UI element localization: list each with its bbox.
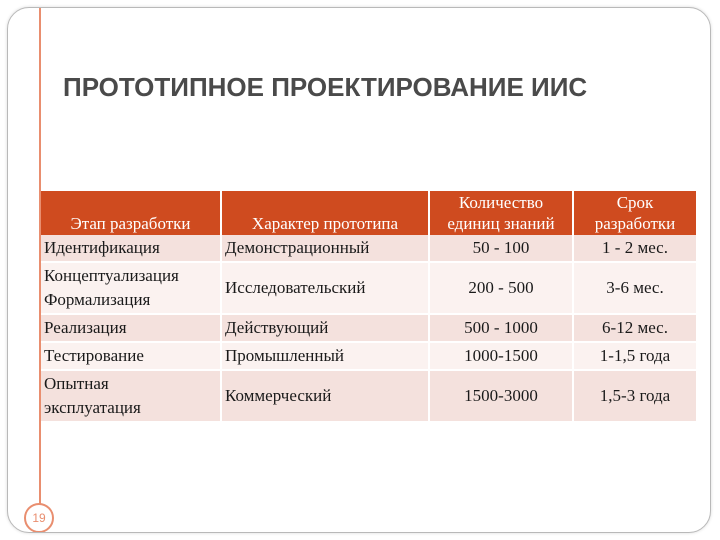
cell-stage bbox=[41, 235, 221, 262]
stage-text: Идентификация bbox=[44, 238, 160, 257]
cell-stage bbox=[41, 342, 221, 370]
page-number-badge: 19 bbox=[24, 503, 54, 533]
header-term bbox=[573, 191, 696, 235]
cell-term: 1 - 2 мес. bbox=[573, 235, 696, 262]
table-row bbox=[41, 370, 696, 422]
header-units bbox=[429, 191, 573, 235]
cell-units: 200 - 500 bbox=[429, 262, 573, 314]
cell-units: 50 - 100 bbox=[429, 235, 573, 262]
stage-text: Формализация bbox=[44, 290, 151, 309]
table-header-row bbox=[41, 191, 696, 235]
cell-units: 1000-1500 bbox=[429, 342, 573, 370]
stage-text: Опытная bbox=[44, 374, 109, 393]
header-prototype: Характер прототипа bbox=[221, 191, 429, 235]
cell-term: 6-12 мес. bbox=[573, 314, 696, 342]
header-units-line2: единиц знаний bbox=[447, 214, 555, 233]
cell-stage bbox=[41, 370, 221, 422]
cell-prototype: Коммерческий bbox=[221, 370, 429, 422]
cell-units: 1500-3000 bbox=[429, 370, 573, 422]
cell-units: 500 - 1000 bbox=[429, 314, 573, 342]
table-row bbox=[41, 314, 696, 342]
cell-prototype: Исследовательский bbox=[221, 262, 429, 314]
slide bbox=[7, 7, 711, 533]
cell-term: 1,5-3 года bbox=[573, 370, 696, 422]
stage-text: Концептуализация bbox=[44, 266, 179, 285]
header-term-line1: Срок bbox=[616, 193, 654, 212]
cell-stage bbox=[41, 262, 221, 314]
cell-prototype: Демонстрационный bbox=[221, 235, 429, 262]
table-row bbox=[41, 262, 696, 314]
cell-prototype: Промышленный bbox=[221, 342, 429, 370]
cell-stage bbox=[41, 314, 221, 342]
slide-title: ПРОТОТИПНОЕ ПРОЕКТИРОВАНИЕ ИИС bbox=[63, 72, 588, 102]
header-term-line2: разработки bbox=[594, 214, 676, 233]
stage-text: Тестирование bbox=[44, 346, 144, 365]
table-row bbox=[41, 342, 696, 370]
stage-text: эксплуатация bbox=[44, 398, 141, 417]
stage-text: Реализация bbox=[44, 318, 127, 337]
cell-term: 3-6 мес. bbox=[573, 262, 696, 314]
header-stage: Этап разработки bbox=[41, 191, 221, 235]
header-units-line1: Количество bbox=[458, 193, 544, 212]
stages-table bbox=[41, 191, 696, 423]
table-row bbox=[41, 235, 696, 262]
cell-prototype: Действующий bbox=[221, 314, 429, 342]
cell-term: 1-1,5 года bbox=[573, 342, 696, 370]
